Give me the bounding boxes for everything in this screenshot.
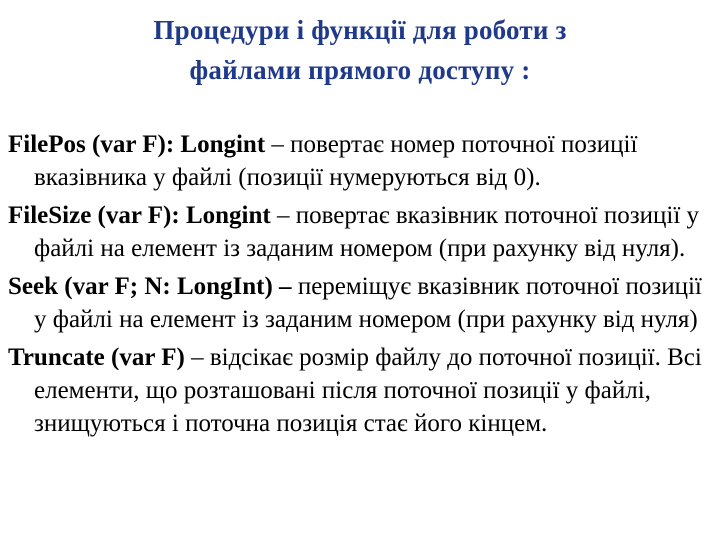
- item-description: – повертає номер поточної позиції вказівника у файлі (позиції нумеруються від 0).: [34, 131, 638, 191]
- title-line-2: файлами прямого доступу :: [189, 55, 531, 85]
- item-signature: Seek (var F; N: LongInt) –: [8, 273, 292, 300]
- list-item-truncate: [8, 341, 716, 440]
- title-line-1: Процедури і функції для роботи з: [153, 15, 567, 45]
- list-item-filesize: [8, 199, 716, 265]
- list-item-filepos: [8, 128, 716, 194]
- item-signature: FileSize (var F): Longint: [8, 202, 271, 229]
- procedure-list: [8, 103, 716, 440]
- item-description: – відсікає розмір файлу до поточної позиції. Всі елементи, що розташовані після поточної позиції у файлі, знищуються і поточна позиція стає його кінцем.: [34, 344, 702, 437]
- item-signature: FilePos (var F): Longint: [8, 131, 266, 158]
- item-description: переміщує вказівник поточної позиції у файлі на елемент із заданим номером (при рахунку від нуля): [34, 273, 702, 333]
- item-description: – повертає вказівник поточної позиції у файлі на елемент із заданим номером (при рахунку від нуля).: [34, 202, 700, 262]
- page-title: [0, 10, 720, 90]
- item-signature: Truncate (var F): [8, 344, 185, 371]
- list-item-seek: [8, 270, 716, 336]
